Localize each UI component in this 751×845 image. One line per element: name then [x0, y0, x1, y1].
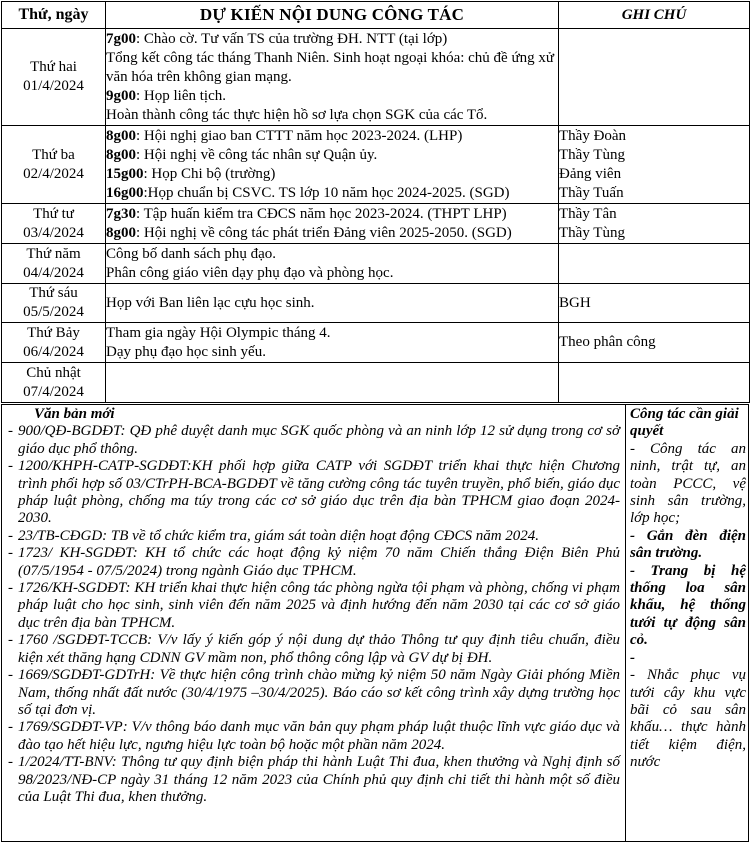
new-documents-title: Văn bản mới	[34, 406, 115, 422]
header-content-column: DỰ KIẾN NỘI DUNG CÔNG TÁC	[106, 2, 559, 29]
pending-tasks-title: Công tác cần giải quyết	[630, 406, 739, 440]
note-cell	[559, 244, 750, 284]
note-cell	[559, 284, 750, 323]
note-line: Thầy Tuấn	[559, 184, 624, 201]
schedule-page	[1, 1, 749, 842]
task-item: - Công tác an ninh, trật tự, an toàn PCCC, vệ sinh sân trường, lớp học;	[630, 440, 746, 527]
content-line: 9g00: Họp liên tịch.	[106, 87, 226, 104]
document-item: - 1726/KH-SGDĐT: KH triển khai thực hiện công tác phòng ngừa tội phạm và phòng, chống vi phạm pháp luật cho học sinh, sinh viên đến năm 2025 và định hướng đến năm 2030 tại các cơ sở giáo dục trên địa bàn TPHCM.	[4, 580, 620, 632]
day-cell	[2, 29, 106, 126]
content-line: 8g00: Hội nghị về công tác phát triển Đảng viên 2025-2050. (SGD)	[106, 224, 512, 241]
note-cell	[559, 29, 750, 126]
task-item: - Nhắc phục vụ tưới cây khu vực bãi cỏ sau sân khấu… thực hành tiết kiệm điện, nước	[630, 667, 746, 771]
content-cell	[106, 323, 559, 363]
content-line: Công bố danh sách phụ đạo.	[106, 245, 276, 262]
note-cell	[559, 323, 750, 363]
note-line: Theo phân công	[559, 334, 656, 350]
day-date: 05/5/2024	[23, 304, 84, 320]
note-cell	[559, 363, 750, 403]
document-item: - 1200/KHPH-CATP-SGDĐT:KH phối hợp giữa CATP với SGDĐT triển khai thực hiện Chương trình phối hợp số 03/CTrPH-BCA-BGDĐT về tăng cường công tác tuyên truyền, phổ biến, giáo dục pháp luật phòng, chống ma túy trong các cơ sở giáo dục trên địa bàn TPHCM giao đoạn 2024-2030.	[4, 458, 620, 528]
document-item: - 1723/ KH-SGDĐT: KH tổ chức các hoạt động kỷ niệm 70 năm Chiến thắng Điện Biên Phủ (07/5/1954 - 07/5/2024) trong ngành Giáo dục TPHCM.	[4, 545, 620, 580]
day-cell	[2, 204, 106, 244]
note-line: BGH	[559, 294, 591, 311]
day-cell	[2, 244, 106, 284]
note-cell	[559, 204, 750, 244]
content-line: 7g30: Tập huấn kiểm tra CĐCS năm học 2023-2024. (THPT LHP)	[106, 205, 507, 222]
content-cell	[106, 284, 559, 323]
table-row	[2, 244, 750, 284]
day-date: 02/4/2024	[23, 165, 84, 182]
content-line: 7g00: Chào cờ. Tư vấn TS của trường ĐH. NTT (tại lớp)	[106, 30, 448, 47]
day-cell	[2, 363, 106, 403]
new-documents-panel	[4, 406, 620, 806]
content-cell	[106, 244, 559, 284]
note-line: Đảng viên	[559, 165, 622, 182]
document-item: - 1/2024/TT-BNV: Thông tư quy định biện pháp thi hành Luật Thi đua, khen thưởng và Nghị định số 98/2023/NĐ-CP ngày 31 tháng 12 năm 2023 của Chính phủ quy định chi tiết thi hành một số điều của Luật Thi đua, khen thưởng.	[4, 754, 620, 806]
note-line: Thầy Tân	[559, 205, 617, 222]
table-row	[2, 363, 750, 403]
day-date: 04/4/2024	[23, 264, 84, 281]
day-name: Thứ sáu	[29, 285, 78, 301]
table-row	[2, 284, 750, 323]
day-name: Thứ hai	[30, 59, 77, 75]
content-line: Dạy phụ đạo học sinh yếu.	[106, 343, 266, 360]
content-cell	[106, 363, 559, 403]
day-date: 01/4/2024	[23, 78, 84, 94]
content-cell	[106, 126, 559, 204]
day-date: 06/4/2024	[23, 343, 84, 360]
content-line: Tổng kết công tác tháng Thanh Niên. Sinh hoạt ngoại khóa: chủ đề ứng xử văn hóa trên không gian mạng.	[106, 49, 554, 85]
task-item: - Trang bị hệ thống loa sân khấu, hệ thống tưới tự động sân cỏ.	[630, 562, 746, 649]
task-item: - Gắn đèn điện sân trường.	[630, 527, 746, 562]
pending-tasks-panel	[630, 406, 746, 772]
day-cell	[2, 126, 106, 204]
content-line: 15g00: Họp Chi bộ (trường)	[106, 165, 276, 182]
document-item: - 1769/SGDĐT-VP: V/v thông báo danh mục văn bản quy phạm pháp luật thuộc lĩnh vực giáo dục và đào tạo hết hiệu lực, ngưng hiệu lực toàn bộ hoặc một phần năm 2024.	[4, 719, 620, 754]
day-name: Thứ năm	[26, 245, 81, 262]
note-cell	[559, 126, 750, 204]
header-note-column: GHI CHÚ	[559, 2, 750, 29]
content-cell	[106, 29, 559, 126]
column-divider	[625, 405, 626, 841]
day-date: 07/4/2024	[23, 383, 84, 400]
day-name: Thứ ba	[32, 146, 75, 163]
table-header-row	[2, 2, 750, 29]
day-cell	[2, 323, 106, 363]
table-row	[2, 126, 750, 204]
day-name: Chủ nhật	[26, 364, 81, 381]
content-line: 8g00: Hội nghị về công tác nhân sự Quận ủy.	[106, 146, 378, 163]
day-name: Thứ tư	[33, 205, 74, 222]
content-line: Phân công giáo viên dạy phụ đạo và phòng học.	[106, 264, 394, 281]
day-cell	[2, 284, 106, 323]
table-row	[2, 204, 750, 244]
content-line: Tham gia ngày Hội Olympic tháng 4.	[106, 324, 331, 341]
table-row	[2, 323, 750, 363]
header-day-column: Thứ, ngày	[2, 2, 106, 29]
document-item: - 900/QĐ-BGDĐT: QĐ phê duyệt danh mục SGK quốc phòng và an ninh lớp 12 sử dụng trong cơ sở giáo dục phổ thông.	[4, 423, 620, 458]
note-line: Thầy Tùng	[559, 224, 625, 241]
table-row	[2, 29, 750, 126]
content-cell	[106, 204, 559, 244]
document-item: - 1669/SGDĐT-GDTrH: Về thực hiện công trình chào mừng kỷ niệm 50 năm Ngày Giải phóng Miền Nam, thống nhất đất nước (30/4/1975 –30/4/2025). Báo cáo sơ kết công trình xây dựng trường học số tại đơn vị.	[4, 667, 620, 719]
day-name: Thứ Bảy	[27, 324, 80, 341]
document-item: - 1760 /SGDĐT-TCCB: V/v lấy ý kiến góp ý nội dung dự thảo Thông tư quy định tiêu chuẩn, điều kiện xét thăng hạng CDNN GV mầm non, phổ thông công lập và GV dự bị ĐH.	[4, 632, 620, 667]
content-line: Hoàn thành công tác thực hiện hồ sơ lựa chọn SGK của các Tổ.	[106, 106, 488, 123]
note-line: Thầy Đoàn	[559, 127, 627, 144]
lower-section	[1, 404, 749, 842]
weekly-schedule-table	[1, 1, 750, 403]
content-line: Họp với Ban liên lạc cựu học sinh.	[106, 294, 315, 311]
day-date: 03/4/2024	[23, 224, 84, 241]
content-line: 16g00:Họp chuẩn bị CSVC. TS lớp 10 năm học 2024-2025. (SGD)	[106, 184, 510, 201]
content-line: 8g00: Hội nghị giao ban CTTT năm học 2023-2024. (LHP)	[106, 127, 463, 144]
document-item: - 23/TB-CĐGD: TB về tổ chức kiểm tra, giám sát toàn diện hoạt động CĐCS năm 2024.	[4, 528, 620, 545]
note-line: Thầy Tùng	[559, 146, 625, 163]
task-item: -	[630, 649, 635, 666]
